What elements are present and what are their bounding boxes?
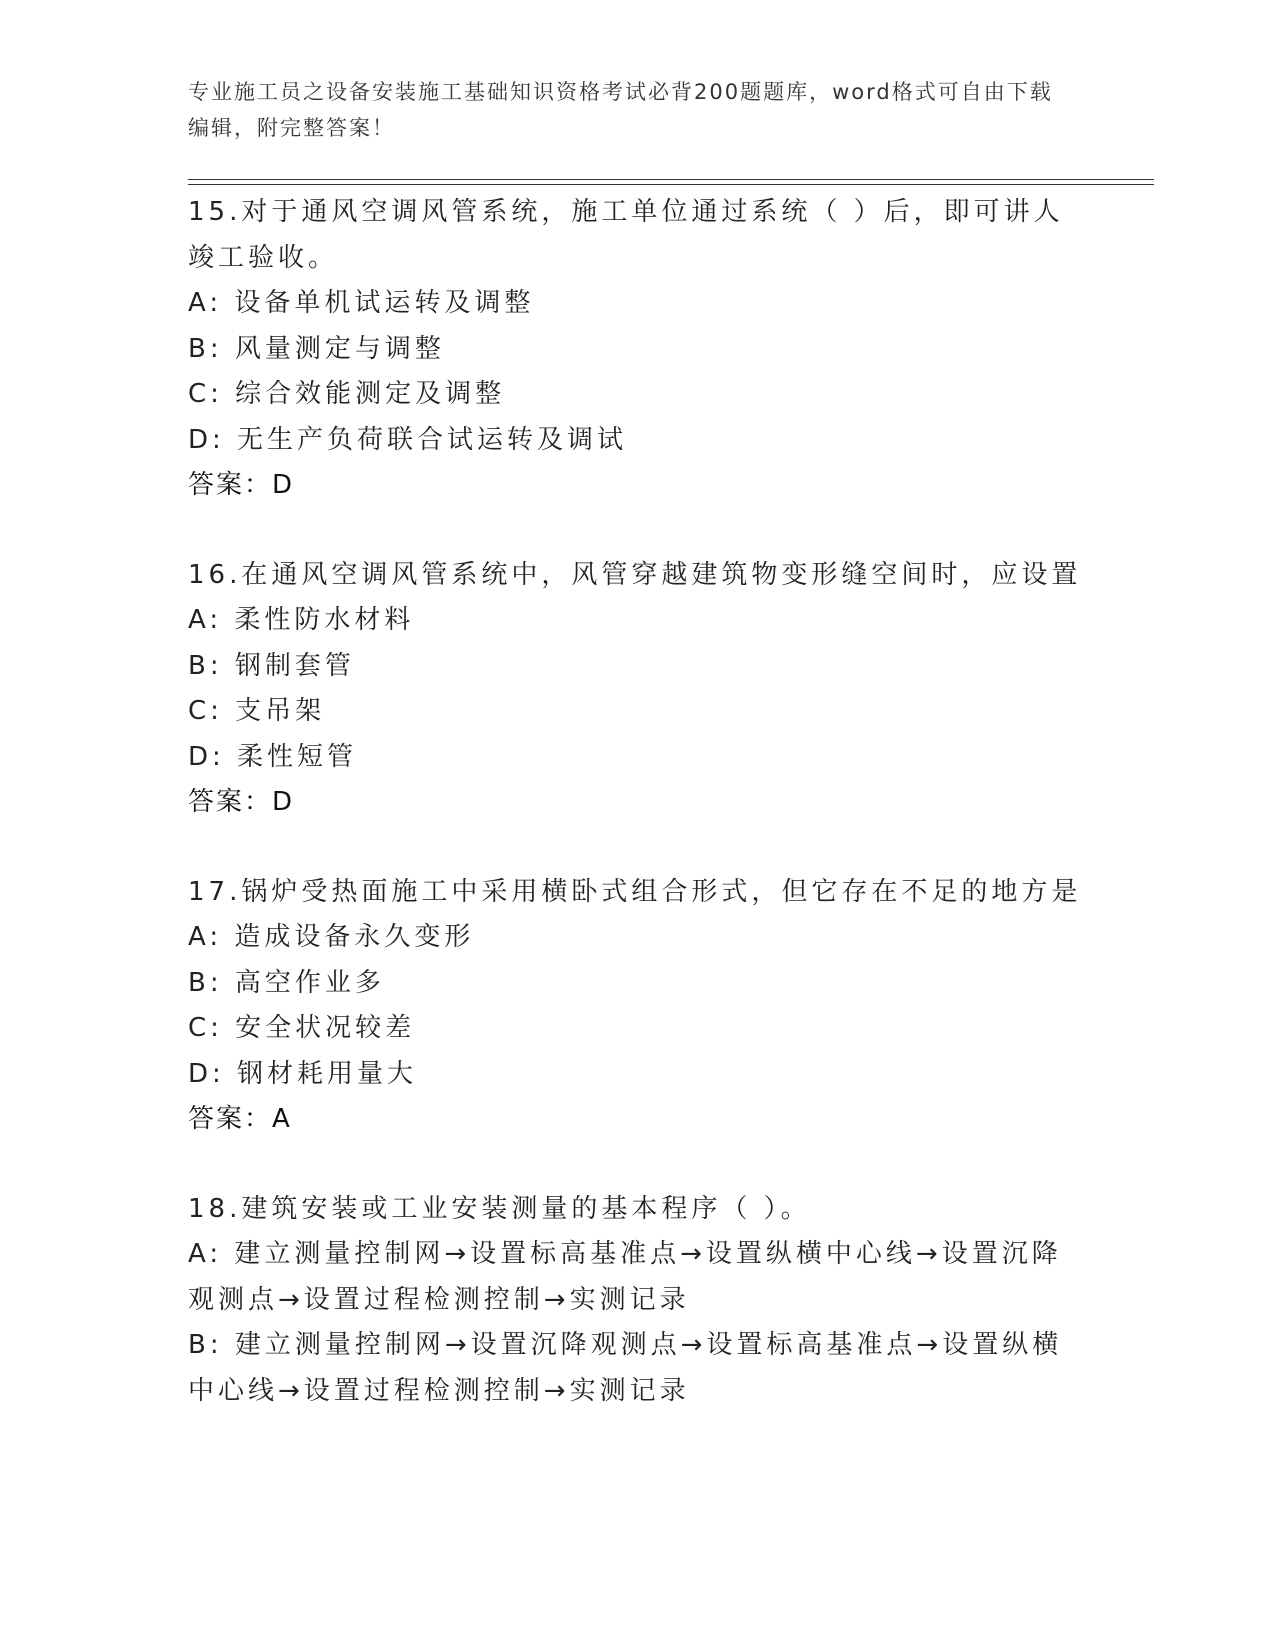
document-header: 专业施工员之设备安装施工基础知识资格考试必背200题题库，word格式可自由下载编辑，附完整答案！ — [188, 80, 1053, 140]
option-b: B: 钢制套管 — [188, 650, 355, 681]
option-a: A: 柔性防水材料 — [188, 605, 415, 635]
option-d: D: 柔性短管 — [188, 741, 358, 772]
option-a: A: 建立测量控制网→设置标高基准点→设置纵横中心线→设置沉降观测点→设置过程检测控制→实测记录 — [188, 1239, 1062, 1315]
option-d: D: 钢材耗用量大 — [188, 1058, 418, 1089]
question-list — [188, 190, 1088, 1458]
option-c: C: 综合效能测定及调整 — [188, 379, 506, 409]
question-18 — [188, 1187, 1088, 1415]
question-stem: 18.建筑安装或工业安装测量的基本程序（ ）。 — [188, 1193, 811, 1224]
question-16 — [188, 553, 1088, 826]
option-d: D: 无生产负荷联合试运转及调试 — [188, 424, 628, 455]
question-17 — [188, 870, 1088, 1143]
option-b: B: 高空作业多 — [188, 967, 385, 998]
option-b: B: 风量测定与调整 — [188, 333, 445, 364]
question-stem: 16.在通风空调风管系统中，风管穿越建筑物变形缝空间时，应设置 — [188, 559, 1082, 590]
question-15 — [188, 190, 1088, 509]
option-a: A: 设备单机试运转及调整 — [188, 288, 535, 318]
option-c: C: 支吊架 — [188, 696, 326, 726]
answer-text: 答案：A — [188, 1104, 292, 1134]
option-c: C: 安全状况较差 — [188, 1013, 416, 1043]
question-stem: 15.对于通风空调风管系统，施工单位通过系统（ ）后，即可讲人竣工验收。 — [188, 197, 1064, 273]
header-rule-top — [188, 179, 1154, 180]
header-rule-bottom — [188, 184, 1154, 185]
answer-text: 答案：D — [188, 470, 295, 500]
answer-text: 答案：D — [188, 787, 295, 817]
option-a: A: 造成设备永久变形 — [188, 922, 475, 952]
option-b: B: 建立测量控制网→设置沉降观测点→设置标高基准点→设置纵横中心线→设置过程检测控制→实测记录 — [188, 1330, 1063, 1406]
question-stem: 17.锅炉受热面施工中采用横卧式组合形式，但它存在不足的地方是 — [188, 876, 1082, 907]
